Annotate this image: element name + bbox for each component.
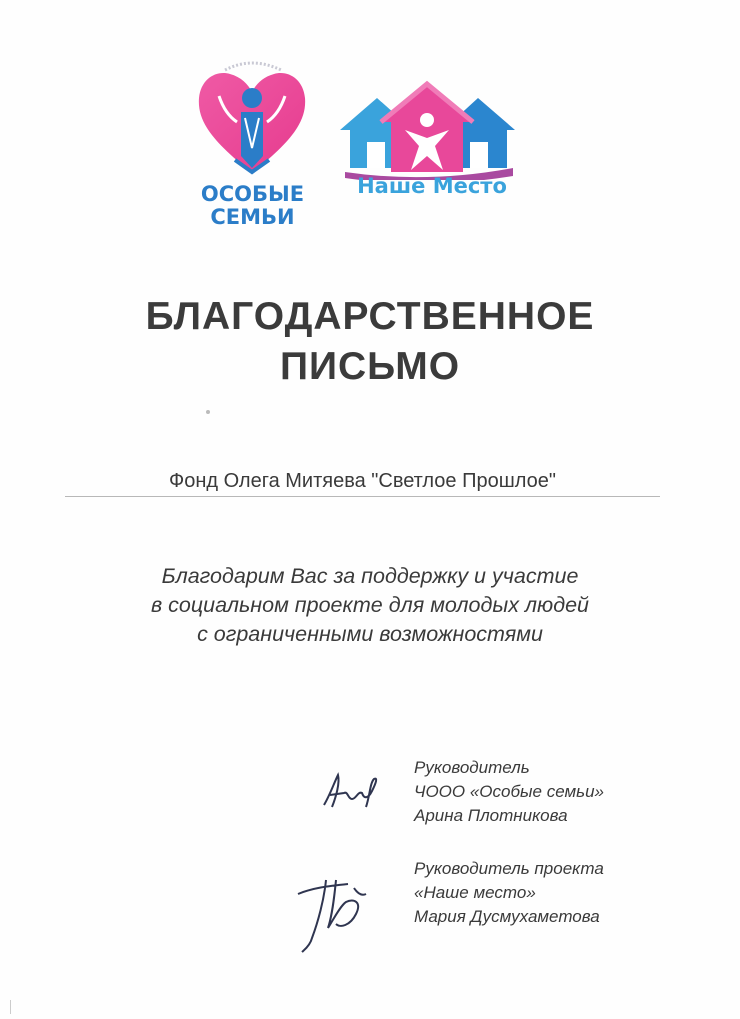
- message-line: Благодарим Вас за поддержку и участие: [161, 564, 579, 588]
- houses-icon: [335, 80, 520, 180]
- signature-1-handwritten: [318, 765, 388, 815]
- signatory-1-role: Руководитель: [414, 758, 530, 777]
- document-title: [60, 292, 680, 392]
- title-line2: ПИСЬМО: [279, 345, 461, 388]
- logo-left-line2: СЕМЬИ: [210, 205, 295, 229]
- logo-left-line1: ОСОБЫЕ: [200, 182, 305, 206]
- recipient-name: Фонд Олега Митяева "Светлое Прошлое": [168, 470, 556, 492]
- recipient-underline: [65, 496, 660, 497]
- signatory-1-name: Арина Плотникова: [414, 806, 568, 825]
- signatory-2-role: Руководитель проекта: [414, 859, 604, 878]
- scan-edge-mark: [10, 1000, 11, 1014]
- signatory-2: [414, 857, 714, 929]
- thank-you-message: [70, 562, 670, 649]
- nashe-mesto-wordmark: Наше Место: [357, 174, 507, 198]
- heart-figure-icon: [185, 48, 320, 183]
- message-line: с ограниченными возможностями: [197, 622, 543, 646]
- signature-2-handwritten: [292, 866, 382, 956]
- signatory-2-name: Мария Дусмухаметова: [414, 907, 600, 926]
- signatory-1-org: ЧООО «Особые семьи»: [414, 782, 604, 801]
- title-line1: БЛАГОДАРСТВЕННОЕ: [145, 295, 595, 338]
- osobye-semyi-wordmark: [185, 183, 320, 229]
- signatory-1: [414, 756, 714, 828]
- message-line: в социальном проекте для молодых людей: [150, 593, 590, 617]
- osobye-semyi-logo: [185, 48, 320, 233]
- signatory-2-org: «Наше место»: [414, 883, 536, 902]
- nashe-mesto-logo: [335, 80, 520, 205]
- scan-speck: [206, 410, 210, 414]
